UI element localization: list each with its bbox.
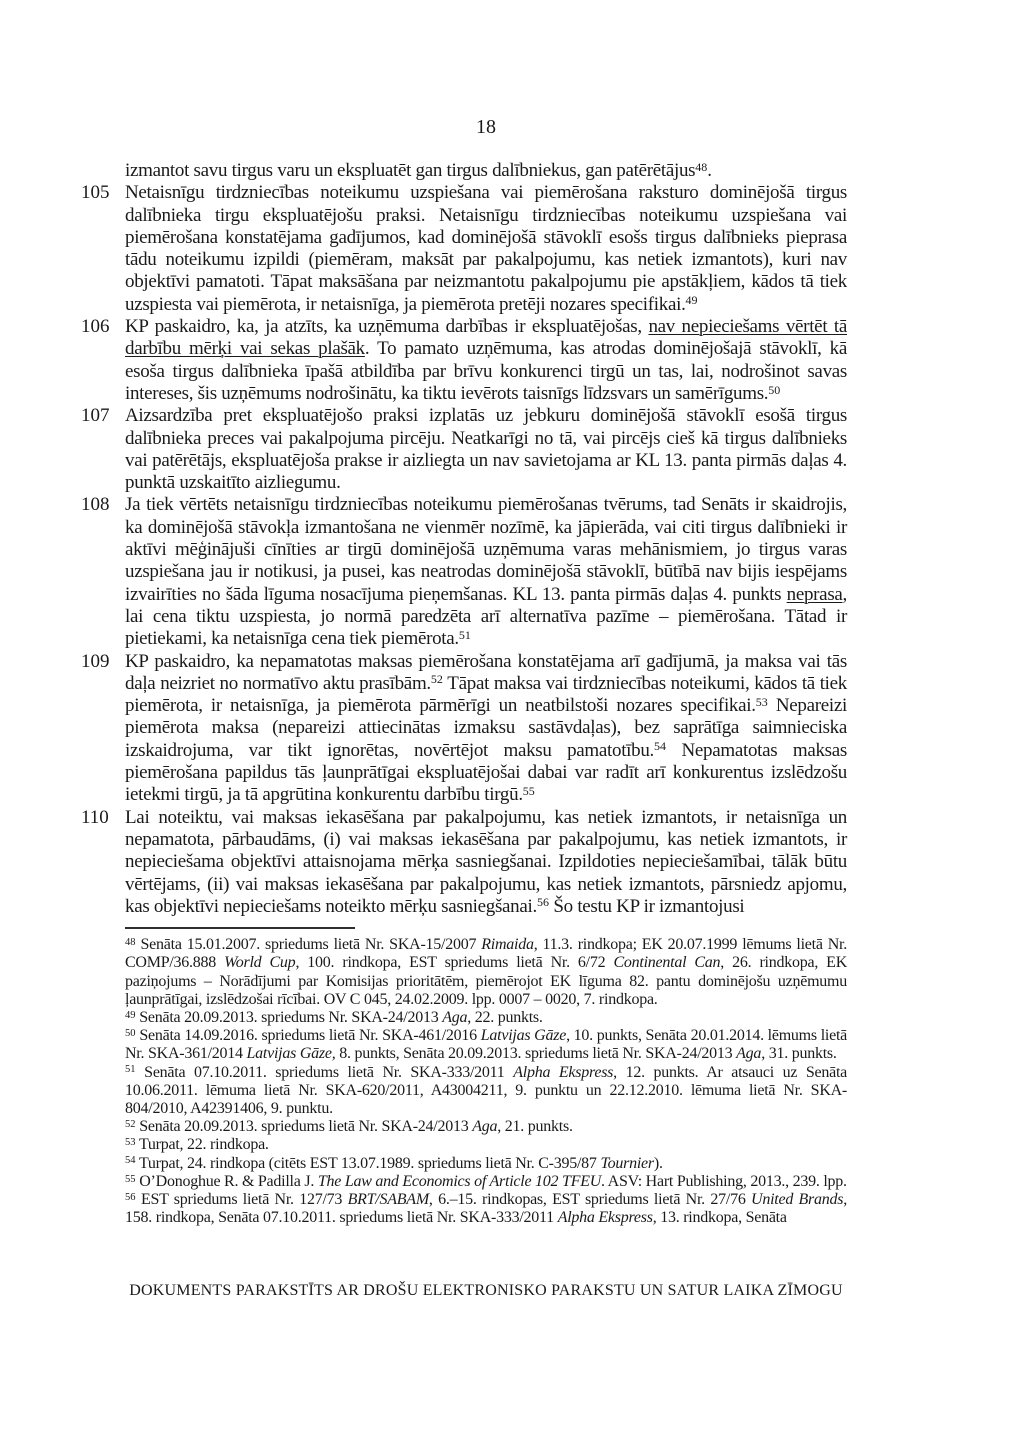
paragraph-text: KP paskaidro, ka, ja atzīts, ka uzņēmuma darbības ir ekspluatējošas, nav nepieciešams vērtēt tā darbību mērķi vai sekas plašāk. To pamato uzņēmuma, kas atrodas dominējošajā stāvoklī, kā esoša tirgus dalībnieka īpašā atbildība par brīvu konkurenci tirgū un tas, lai, nodrošinot savas intereses, šis uzņēmums nodrošinātu, ka tiktu ievērots taisnīgs līdzsvars un samērīgums.$^{50}$ <box>125 316 847 404</box>
paragraph-105 <box>81 182 847 316</box>
paragraph-text: Lai noteiktu, vai maksas iekasēšana par pakalpojumu, kas netiek izmantots, ir netaisnīga un nepamatota, pārbaudāms, (i) vai maksas iekasēšana par pakalpojumu, kas netiek izmantots, ir nepieciešama objektīvi attaisnojama mērķa sasniegšanai. Izpildoties nepieciešamībai, tālāk būtu vērtējams, (ii) vai maksas iekasēšana par pakalpojumu, kas netiek izmantots, pārsniedz apjomu, kas objektīvi nepieciešams noteikto mērķu sasniegšanai.$^{56}$ Šo testu KP ir izmantojusi <box>125 806 847 917</box>
paragraph-text: izmantot savu tirgus varu un ekspluatēt gan tirgus dalībniekus, gan patērētājus$^{48}$. <box>125 159 712 181</box>
footnote-53: $^{53}$ Turpat, 22. rindkopa. <box>125 1136 269 1154</box>
footnote-51: $^{51}$ Senāta 07.10.2011. spriedums lietā Nr. SKA-333/2011 Alpha Ekspress, 12. punkts. Ar atsauci uz Senāta 10.06.2011. lēmuma lietā Nr. SKA-620/2011, A43004211, 9. punktu un 22.12.2010. lēmuma lietā Nr. SKA-804/2010, A42391406, 9. punktu. <box>125 1063 847 1117</box>
paragraph-number: 106 <box>81 316 110 338</box>
footnote-56: $^{56}$ EST spriedums lietā Nr. 127/73 BRT/SABAM, 6.–15. rindkopas, EST spriedums lietā Nr. 27/76 United Brands, 158. rindkopa, Senāta 07.10.2011. spriedums lietā Nr. SKA-333/2011 Alpha Ekspress, 13. rindkopa, Senāta <box>125 1190 847 1227</box>
footnotes-section <box>125 936 847 1227</box>
footnote-48: $^{48}$ Senāta 15.01.2007. spriedums lietā Nr. SKA-15/2007 Rimaida, 11.3. rindkopa; EK 20.07.1999 lēmums lietā Nr. COMP/36.888 World Cup, 100. rindkopa, EST spriedums lietā Nr. 6/72 Continental Can, 26. rindkopa, EK paziņojums – Norādījumi par Komisijas prioritātēm, piemērojot EK līguma 82. pantu dominējošu uzņēmumu ļaunprātīgai, izslēdzošai rīcībai. OV C 045, 24.02.2009. lpp. 0007 – 0020, 7. rindkopa. <box>125 936 848 1008</box>
paragraph-108 <box>81 494 847 650</box>
paragraph-109 <box>81 650 847 807</box>
paragraph-number: 110 <box>81 806 109 828</box>
signature-footer: DOKUMENTS PARAKSTĪTS AR DROŠU ELEKTRONISKO PARAKSTU UN SATUR LAIKA ZĪMOGU <box>129 1282 843 1299</box>
page-number: 18 <box>476 116 496 138</box>
footnote-52: $^{52}$ Senāta 20.09.2013. spriedums lietā Nr. SKA-24/2013 Aga, 21. punkts. <box>125 1118 573 1136</box>
page-content <box>81 159 848 1227</box>
paragraph-107 <box>81 405 847 494</box>
paragraph-number: 105 <box>81 182 110 204</box>
paragraph-continuation <box>125 160 847 182</box>
footnote-54: $^{54}$ Turpat, 24. rindkopa (citēts EST 13.07.1989. spriedums lietā Nr. C-395/87 Tournier). <box>125 1154 663 1172</box>
paragraph-text: Aizsardzība pret ekspluatējošo praksi izplatās uz jebkuru dominējošā stāvoklī esošā tirgus dalībnieka preces vai pakalpojuma pircēju. Neatkarīgi no tā, vai pircējs cieš kā tirgus dalībnieks vai patērētājs, ekspluatējoša prakse ir aizliegta un nav savietojama ar KL 13. panta pirmās daļas 4. punktā uzskaitīto aizliegumu. <box>125 405 847 494</box>
paragraph-text: Netaisnīgu tirdzniecības noteikumu uzspiešana vai piemērošana raksturo dominējošā tirgus dalībnieka tirgu ekspluatējošu praksi. Netaisnīgu tirdzniecības noteikumu uzspiešana vai piemērošana konstatējama gadījumos, kad dominējošā stāvoklī esošs tirgus dalībnieks pieprasa tādu noteikumu izpildi (piemēram, maksāt par pakalpojumu, kas netiek izmantots), kuri nav objektīvi pamatoti. Tāpat maksāšana par neizmantotu pakalpojumu pie apstākļiem, kādos tā tiek uzspiesta vai piemērota, ir netaisnīga, ja piemērota pretēji nozares specifikai.$^{49}$ <box>125 182 847 315</box>
footnote-50: $^{50}$ Senāta 14.09.2016. spriedums lietā Nr. SKA-461/2016 Latvijas Gāze, 10. punkts, Senāta 20.01.2014. lēmums lietā Nr. SKA-361/2014 Latvijas Gāze, 8. punkts, Senāta 20.09.2013. spriedums lietā Nr. SKA-24/2013 Aga, 31. punkts. <box>125 1027 847 1063</box>
paragraph-text: KP paskaidro, ka nepamatotas maksas piemērošana konstatējama arī gadījumā, ja maksa vai tās daļa neizriet no normatīvo aktu prasībām.$^{52}$ Tāpat maksa vai tirdzniecības noteikumi, kādos tā tiek piemērota, ir netaisnīga, ja piemērota pārmērīgi un neatbilstoši nozares specifikai.$^{53}$ Nepareizi piemērota maksa (nepareizi attiecinātas izmaksu sastāvdaļas), bez saprātīga saimnieciska izskaidrojuma, var tikt ignorētas, novērtējot maksu pamatotību.$^{54}$ Nepamatotas maksas piemērošana papildus tās ļaunprātīgai ekspluatējošai dabai var radīt arī konkurentus izslēdzošu ietekmi tirgū, ja tā apgrūtina konkurentu darbību tirgū.$^{55}$ <box>125 650 847 806</box>
footnote-49: $^{49}$ Senāta 20.09.2013. spriedums Nr. SKA-24/2013 Aga, 22. punkts. <box>125 1008 543 1026</box>
paragraph-text: Ja tiek vērtēts netaisnīgu tirdzniecības noteikumu piemērošanas tvērums, tad Senāts ir skaidrojis, ka dominējošā stāvokļa izmantošana ne vienmēr nozīmē, ka jāpierāda, vai citi tirgus dalībnieki ir aktīvi mēģinājuši cīnīties ar tirgū dominējošā uzņēmuma varas mehānismiem, jo tirgus varas uzspiešana jau ir notikusi, ja pusei, kas neatrodas dominējošā stāvoklī, būtībā nav bijis iespējams izvairīties no šāda līguma nosacījuma pieņemšanas. KL 13. panta pirmās daļas 4. punkts neprasa, lai cena tiktu uzspiesta, jo normā paredzēta arī alternatīva pazīme – piemērošana. Tātad ir pietiekami, ka netaisnīga cena tiek piemērota.$^{51}$ <box>125 494 847 650</box>
paragraph-number: 108 <box>81 494 110 516</box>
paragraph-106 <box>81 316 847 405</box>
document-body <box>81 159 847 918</box>
paragraph-number: 107 <box>81 405 110 427</box>
paragraph-number: 109 <box>81 650 110 672</box>
footnote-separator <box>125 927 355 929</box>
paragraph-110 <box>81 806 847 918</box>
footnote-55: $^{55}$ O’Donoghue R. & Padilla J. The Law and Economics of Article 102 TFEU. ASV: Hart Publishing, 2013., 239. lpp. <box>125 1172 847 1190</box>
